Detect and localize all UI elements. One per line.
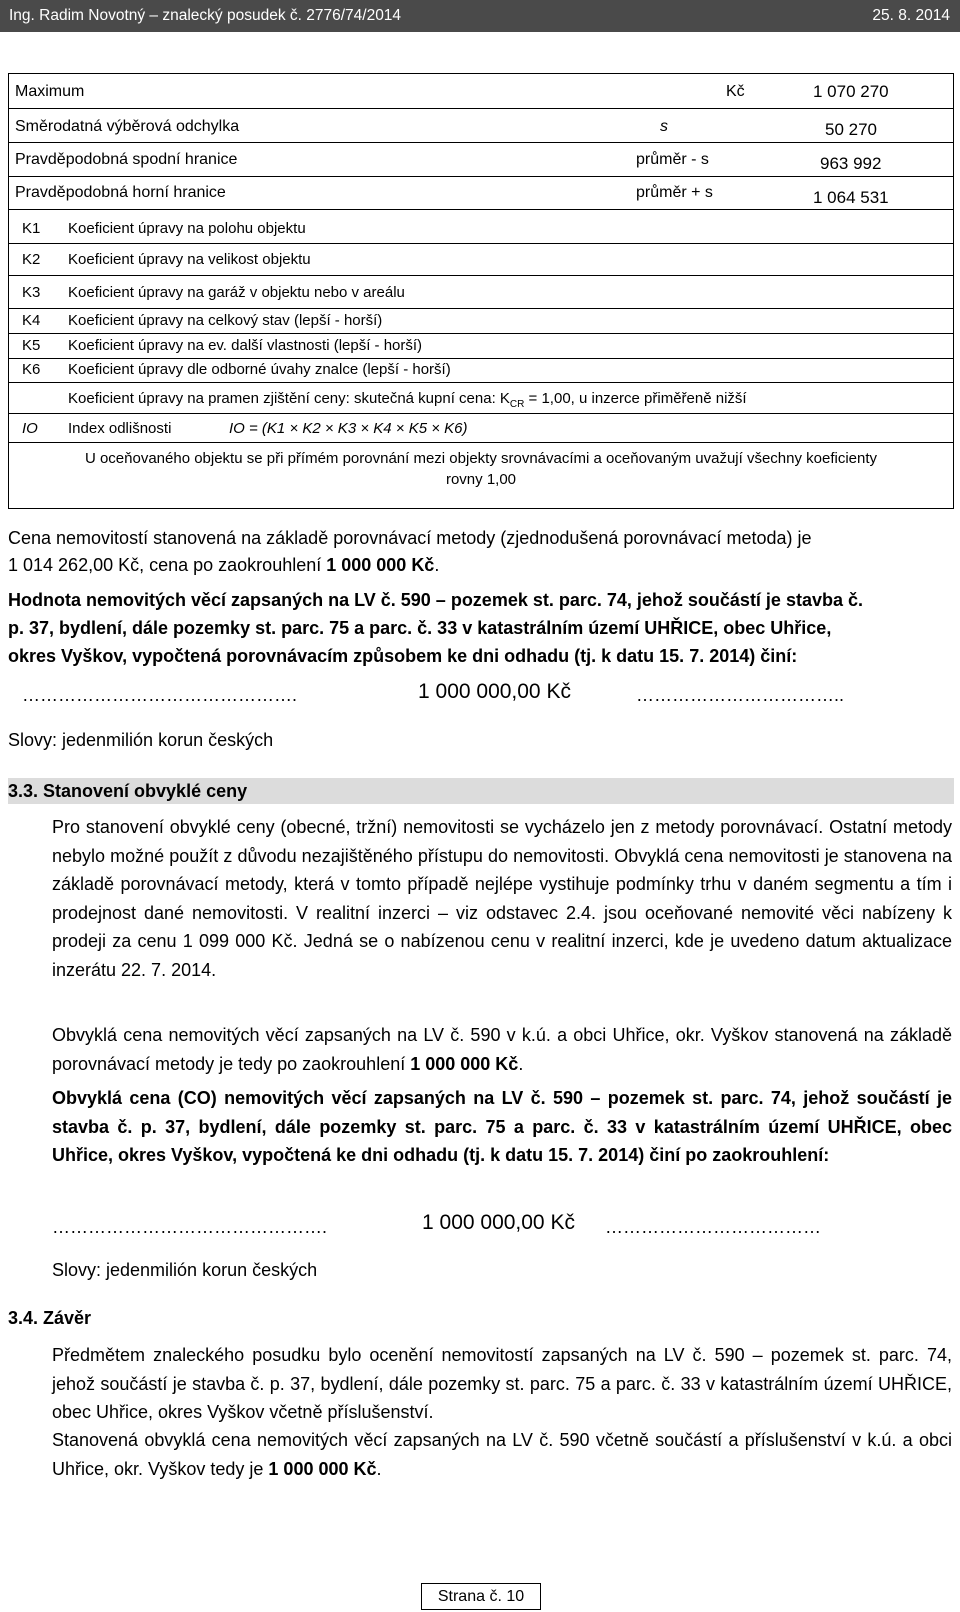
lower-bound-value: 963 992 <box>820 154 882 173</box>
upper-bound-label: Pravděpodobná horní hranice <box>15 184 226 201</box>
note-line-1: U oceňovaného objektu se při přímém porovnání mezi objekty srovnávacími a oceňovaným uvažují všechny koeficienty <box>84 450 878 467</box>
summary-line-1: Cena nemovitostí stanovená na základě porovnávací metody (zjednodušená porovnávací metoda) je <box>8 528 812 548</box>
coef-label: Koeficient úpravy na ev. další vlastnosti (lepší - horší) <box>68 337 423 354</box>
conclusion-period: . <box>376 1458 382 1479</box>
coef-label: Koeficient úpravy na velikost objektu <box>68 251 311 268</box>
section-3-4-paragraph-1: Předmětem znaleckého posudku bylo ocenění nemovitostí zapsaných na LV č. 590 – pozemek st. parc. 74, jehož součástí je stavba č. p. 37, bydlení, dále pozemky st. parc. 75 a parc. č. 33 v katastrálním území UHŘICE, obec Uhřice, okres Vyškov včetně příslušenství. <box>52 1345 952 1422</box>
io-formula: IO = (K1 × K2 × K3 × K4 × K5 × K6) <box>229 420 468 437</box>
kcr-text: Koeficient úpravy na pramen zjištění ceny: skutečná kupní cena: K <box>68 390 510 407</box>
section-3-4-title: 3.4. Závěr <box>8 1308 92 1328</box>
conclusion-price: 1 000 000 Kč <box>268 1458 377 1479</box>
summary-bold-line-2: p. 37, bydlení, dále pozemky st. parc. 75 a parc. č. 33 v katastrálním území UHŘICE, obec Uhřice, <box>8 618 832 638</box>
conclusion-text: Stanovená obvyklá cena nemovitých věcí zapsaných na LV č. 590 včetně součástí a příslušenství v k.ú. a obci Uhřice, okr. Vyškov tedy je <box>52 1430 952 1479</box>
header-date: 25. 8. 2014 <box>872 7 950 24</box>
summary-rounded-price: 1 000 000 Kč <box>326 555 435 575</box>
summary-text: 1 014 262,00 Kč, cena po zaokrouhlení <box>8 555 327 575</box>
final-price: 1 000 000,00 Kč <box>418 680 571 703</box>
maximum-value: 1 070 270 <box>813 82 889 101</box>
row-divider <box>9 308 953 309</box>
upper-bound-formula: průměr + s <box>636 184 713 201</box>
kcr-text-after: = 1,00, u inzerce přiměřeně nižší <box>524 390 747 407</box>
std-dev-value: 50 270 <box>825 120 877 139</box>
section-3-3-paragraph-2 <box>52 1021 952 1078</box>
row-divider <box>9 358 953 359</box>
summary-bold-line-3: okres Vyškov, vypočtená porovnávacím způsobem ke dni odhadu (tj. k datu 15. 7. 2014) činí: <box>8 646 798 666</box>
coef-code: K4 <box>22 312 41 329</box>
row-divider <box>9 209 953 210</box>
summary-line-2 <box>8 552 439 578</box>
kcr-line <box>68 390 747 410</box>
section-3-3-paragraph-3: Obvyklá cena (CO) nemovitých věcí zapsaných na LV č. 590 – pozemek st. parc. 74, jehož součástí je stavba č. p. 37, bydlení, dále pozemky st. parc. 75 a parc. č. 33 v katastrálním území UHŘICE, obec Uhřice, okres Vyškov, vypočtená ke dni odhadu (tj. k datu 15. 7. 2014) činí po zaokrouhlení: <box>52 1088 952 1165</box>
dots-left-2: ………………………………………. <box>52 1217 328 1237</box>
coef-label: Koeficient úpravy na polohu objektu <box>68 220 306 237</box>
lower-bound-label: Pravděpodobná spodní hranice <box>15 151 238 168</box>
coef-code: K2 <box>22 251 41 268</box>
dots-left: ………………………………………. <box>22 685 298 705</box>
coef-code: K1 <box>22 220 41 237</box>
coef-label: Koeficient úpravy na celkový stav (lepší - horší) <box>68 312 383 329</box>
price-in-words: Slovy: jedenmilión korun českých <box>8 730 274 750</box>
std-dev-symbol: s <box>660 118 668 135</box>
summary-period: . <box>434 555 440 575</box>
page-header <box>0 0 960 32</box>
header-title: Ing. Radim Novotný – znalecký posudek č. 2776/74/2014 <box>9 7 402 24</box>
para2-period: . <box>518 1053 524 1074</box>
coef-label: Koeficient úpravy na garáž v objektu nebo v areálu <box>68 284 405 301</box>
row-divider <box>9 382 953 383</box>
final-price-2: 1 000 000,00 Kč <box>422 1211 575 1234</box>
row-divider <box>9 142 953 143</box>
dots-right-2: ……………………………… <box>605 1217 821 1237</box>
page-number: Strana č. 10 <box>421 1583 541 1610</box>
io-label: Index odlišnosti <box>68 420 172 437</box>
lower-bound-formula: průměr - s <box>636 151 709 168</box>
io-code: IO <box>22 420 38 437</box>
upper-bound-value: 1 064 531 <box>813 188 889 207</box>
maximum-unit: Kč <box>726 83 745 100</box>
para2-text: Obvyklá cena nemovitých věcí zapsaných na LV č. 590 v k.ú. a obci Uhřice, okr. Vyškov stanovená na základě porovnávací metody je tedy po zaokrouhlení <box>52 1025 952 1074</box>
kcr-subscript: CR <box>509 399 525 410</box>
row-divider <box>9 176 953 177</box>
row-divider <box>9 333 953 334</box>
row-divider <box>9 108 953 109</box>
section-3-3-title: 3.3. Stanovení obvyklé ceny <box>8 781 248 801</box>
std-dev-label: Směrodatná výběrová odchylka <box>15 118 240 135</box>
maximum-label: Maximum <box>15 83 85 100</box>
summary-bold-line-1: Hodnota nemovitých věcí zapsaných na LV č. 590 – pozemek st. parc. 74, jehož součástí je stavba č. <box>8 590 863 610</box>
coef-code: K3 <box>22 284 41 301</box>
price-in-words-2: Slovy: jedenmilión korun českých <box>52 1260 318 1280</box>
coef-code: K5 <box>22 337 41 354</box>
section-3-3-paragraph-1: Pro stanovení obvyklé ceny (obecné, tržní) nemovitosti se vycházelo jen z metody porovnávací. Ostatní metody nebylo možné použít z důvodu nezajištěného přístupu do nemovitosti. Obvyklá cena nemovitosti je stanovena na základě porovnávací metody, která v tomto případě nejlépe vystihuje podmínky trhu v daném segmentu a tím i prodejnost dané nemovitosti. V realitní inzerci – viz odstavec 2.4. jsou oceňované nemovité věci nabízeny k prodeji za cenu 1 099 000 Kč. Jedná se o nabízenou cenu v realitní inzerci, kde je uvedeno datum aktualizace inzerátu 22. 7. 2014. <box>52 817 952 980</box>
coef-code: K6 <box>22 361 41 378</box>
coef-label: Koeficient úpravy dle odborné úvahy znalce (lepší - horší) <box>68 361 451 378</box>
row-divider <box>9 243 953 244</box>
para2-price: 1 000 000 Kč <box>410 1053 519 1074</box>
row-divider <box>9 442 953 443</box>
row-divider <box>9 275 953 276</box>
section-3-4-paragraph-2 <box>52 1426 952 1483</box>
note-line-2: rovny 1,00 <box>445 471 517 488</box>
coefficient-table <box>8 73 954 509</box>
dots-right: …………………………….. <box>636 685 845 705</box>
row-divider <box>9 413 953 414</box>
